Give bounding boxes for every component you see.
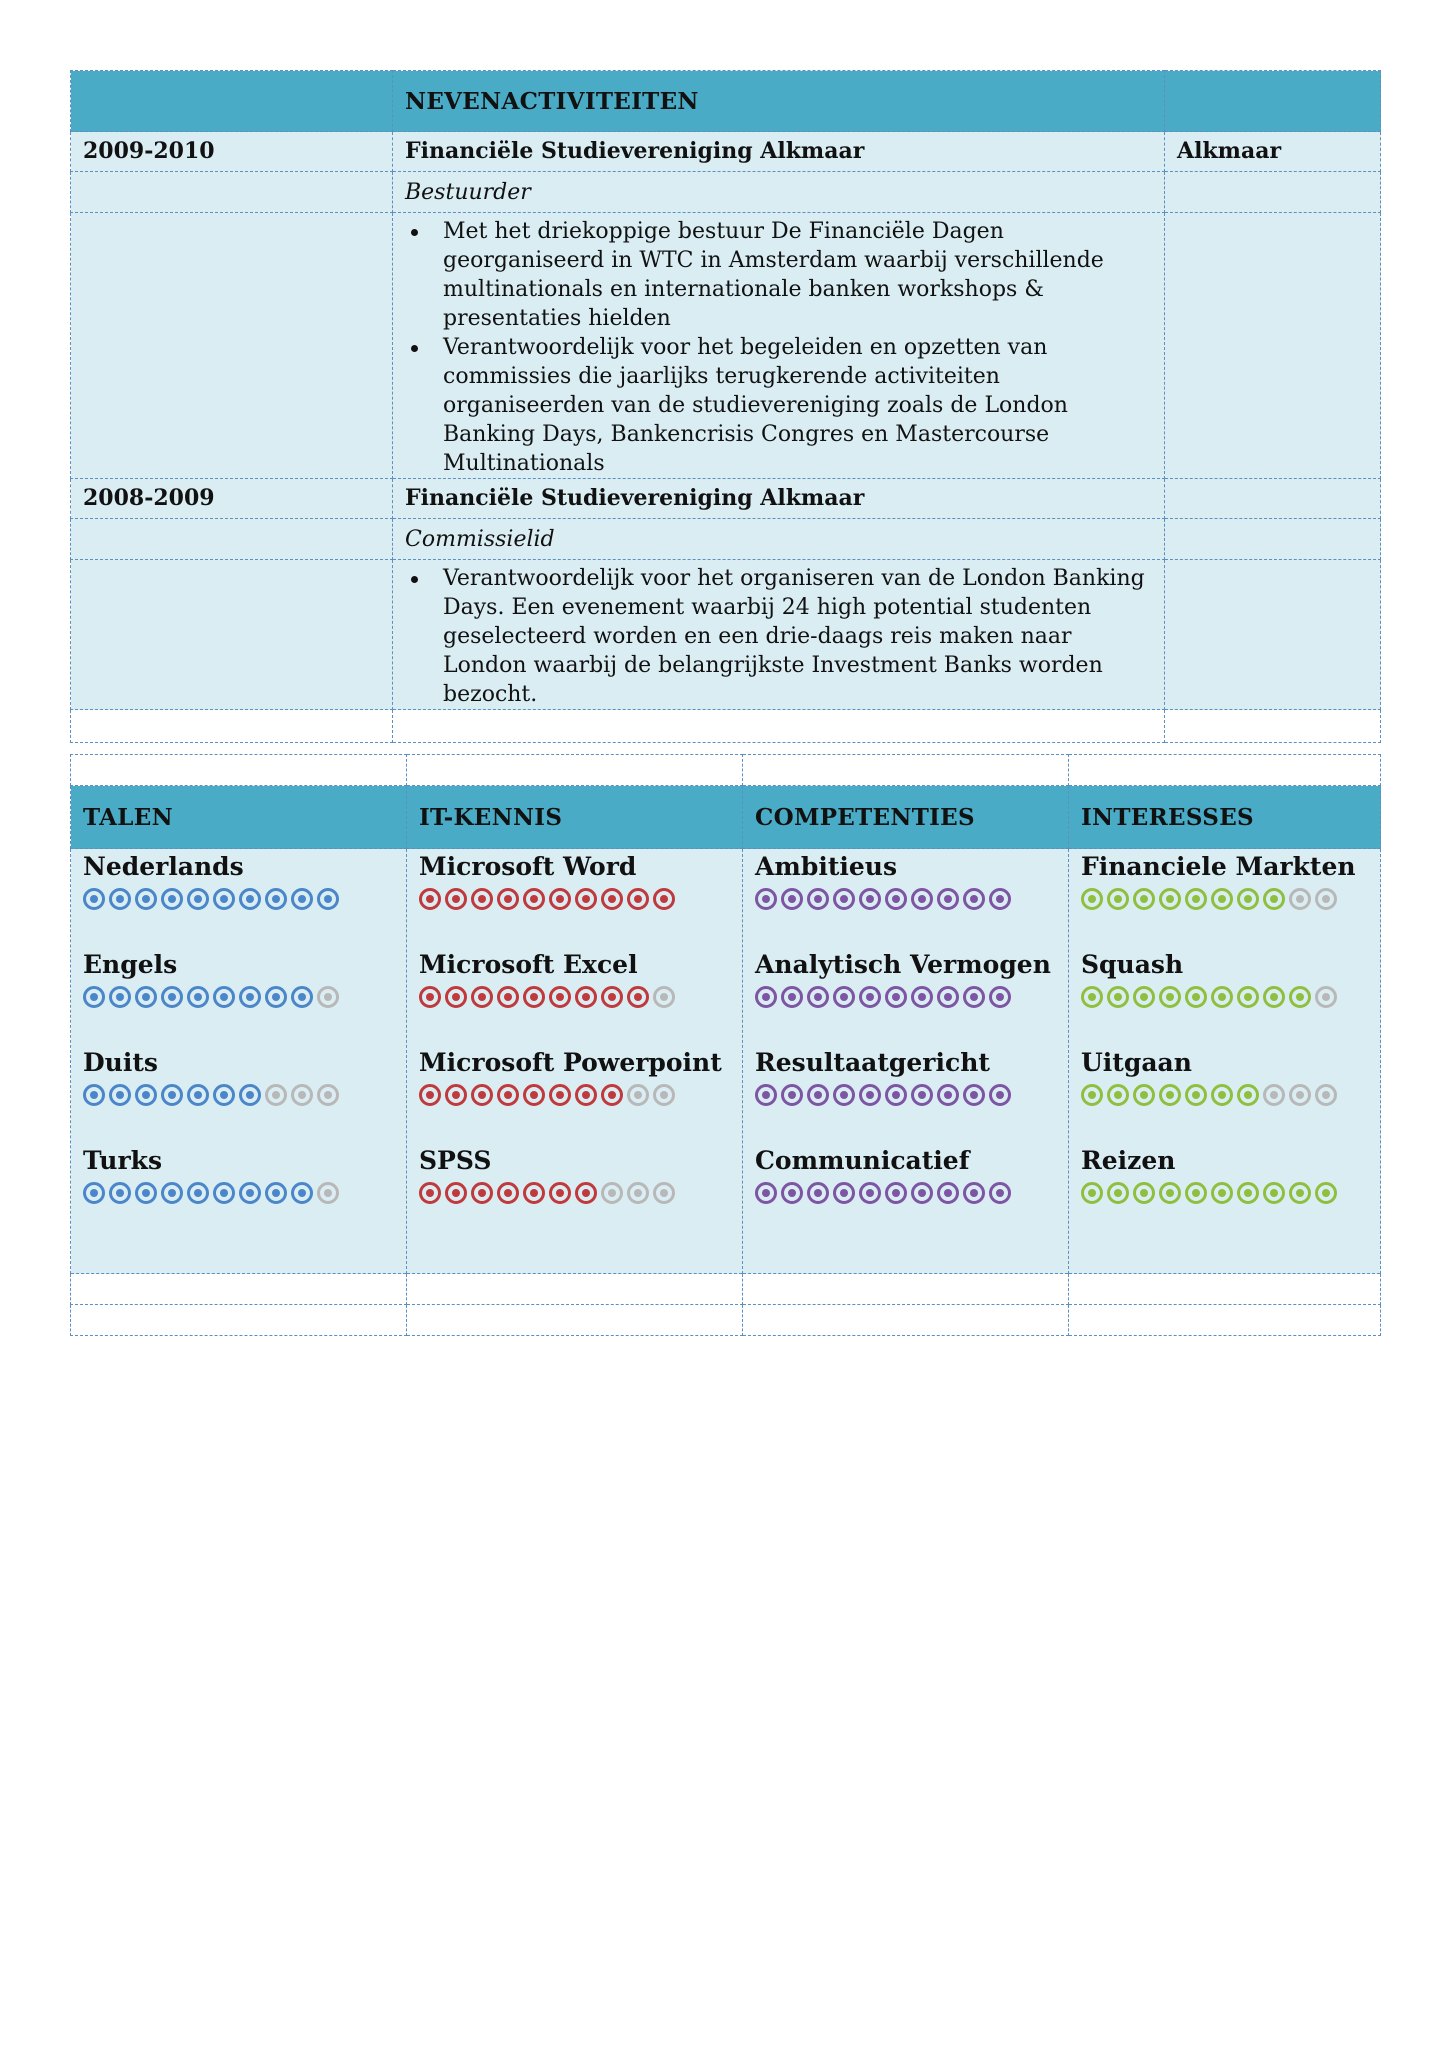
rating-dot-filled-icon: [291, 986, 313, 1008]
rating-dot-filled-icon: [523, 1182, 545, 1204]
skills-column-competenties: [743, 849, 1069, 1274]
skill-rating: [755, 1083, 1056, 1107]
rating-dot-filled-icon: [109, 888, 131, 910]
rating-dot-filled-icon: [83, 986, 105, 1008]
activity-title-row: [71, 479, 1381, 519]
skill-rating: [83, 1083, 394, 1107]
rating-dot-filled-icon: [807, 1182, 829, 1204]
skill-item: [83, 1145, 394, 1241]
rating-dot-filled-icon: [445, 1084, 467, 1106]
rating-dot-filled-icon: [1211, 1182, 1233, 1204]
activity-bullets-cell: [393, 213, 1165, 479]
skills-column-interesses: [1069, 849, 1381, 1274]
skill-rating: [1081, 1181, 1368, 1205]
rating-dot-filled-icon: [187, 888, 209, 910]
rating-dot-filled-icon: [1185, 888, 1207, 910]
activity-role-row: [71, 172, 1381, 213]
rating-dot-filled-icon: [755, 1084, 777, 1106]
rating-dot-filled-icon: [885, 1084, 907, 1106]
empty-cell: [71, 1274, 407, 1305]
rating-dot-empty-icon: [1315, 888, 1337, 910]
rating-dot-filled-icon: [83, 1182, 105, 1204]
rating-dot-filled-icon: [989, 986, 1011, 1008]
rating-dot-filled-icon: [1159, 1182, 1181, 1204]
rating-dot-filled-icon: [963, 1084, 985, 1106]
activity-role-row: [71, 519, 1381, 560]
empty-cell: [1069, 1274, 1381, 1305]
skill-name: Duits: [83, 1048, 158, 1077]
rating-dot-filled-icon: [239, 888, 261, 910]
skill-name: Communicatief: [755, 1146, 970, 1175]
empty-cell: [71, 710, 393, 743]
rating-dot-empty-icon: [1315, 1084, 1337, 1106]
rating-dot-filled-icon: [1211, 888, 1233, 910]
rating-dot-filled-icon: [419, 1084, 441, 1106]
rating-dot-filled-icon: [291, 1182, 313, 1204]
rating-dot-filled-icon: [601, 1084, 623, 1106]
rating-dot-empty-icon: [653, 1084, 675, 1106]
rating-dot-filled-icon: [1159, 1084, 1181, 1106]
rating-dot-filled-icon: [989, 888, 1011, 910]
skill-name: Engels: [83, 950, 178, 979]
rating-dot-filled-icon: [213, 1084, 235, 1106]
rating-dot-filled-icon: [549, 1182, 571, 1204]
nevenactiviteiten-table: [70, 70, 1381, 743]
rating-dot-filled-icon: [807, 986, 829, 1008]
rating-dot-filled-icon: [1237, 1182, 1259, 1204]
empty-cell: [71, 213, 393, 479]
rating-dot-empty-icon: [291, 1084, 313, 1106]
skill-item: [419, 1047, 730, 1143]
rating-dot-filled-icon: [445, 986, 467, 1008]
rating-dot-filled-icon: [1315, 1182, 1337, 1204]
rating-dot-empty-icon: [627, 1182, 649, 1204]
skills-body-row: [71, 849, 1381, 1274]
activity-period: 2009-2010: [71, 132, 393, 172]
skills-column-talen: [71, 849, 407, 1274]
rating-dot-filled-icon: [781, 986, 803, 1008]
rating-dot-filled-icon: [1263, 1182, 1285, 1204]
rating-dot-filled-icon: [781, 1182, 803, 1204]
rating-dot-filled-icon: [445, 1182, 467, 1204]
skill-item: [419, 851, 730, 947]
blank-row: [71, 710, 1381, 743]
rating-dot-filled-icon: [497, 1182, 519, 1204]
rating-dot-filled-icon: [523, 1084, 545, 1106]
rating-dot-filled-icon: [1107, 888, 1129, 910]
rating-dot-filled-icon: [885, 986, 907, 1008]
empty-cell: [71, 172, 393, 213]
rating-dot-filled-icon: [109, 986, 131, 1008]
skill-rating: [419, 1181, 730, 1205]
rating-dot-filled-icon: [781, 888, 803, 910]
skill-item: [83, 1047, 394, 1143]
empty-cell: [1165, 710, 1381, 743]
skill-rating: [83, 1181, 394, 1205]
skill-item: [419, 1145, 730, 1241]
skill-name: Financiele Markten: [1081, 852, 1356, 881]
rating-dot-filled-icon: [937, 888, 959, 910]
column-header-competenties: COMPETENTIES: [743, 786, 1069, 849]
rating-dot-filled-icon: [833, 1084, 855, 1106]
rating-dot-filled-icon: [135, 1182, 157, 1204]
rating-dot-filled-icon: [1185, 986, 1207, 1008]
rating-dot-filled-icon: [627, 986, 649, 1008]
rating-dot-filled-icon: [523, 888, 545, 910]
empty-cell: [71, 519, 393, 560]
rating-dot-empty-icon: [1289, 1084, 1311, 1106]
rating-dot-filled-icon: [213, 986, 235, 1008]
activity-bullets-cell: [393, 560, 1165, 710]
skill-rating: [83, 985, 394, 1009]
activity-place: Alkmaar: [1165, 132, 1381, 172]
rating-dot-filled-icon: [1211, 1084, 1233, 1106]
rating-dot-filled-icon: [83, 1084, 105, 1106]
rating-dot-filled-icon: [1237, 986, 1259, 1008]
rating-dot-filled-icon: [1133, 1182, 1155, 1204]
rating-dot-filled-icon: [859, 1084, 881, 1106]
rating-dot-filled-icon: [1185, 1084, 1207, 1106]
rating-dot-filled-icon: [1133, 986, 1155, 1008]
rating-dot-filled-icon: [1081, 986, 1103, 1008]
rating-dot-filled-icon: [833, 986, 855, 1008]
rating-dot-filled-icon: [627, 888, 649, 910]
rating-dot-filled-icon: [549, 888, 571, 910]
header-cell-empty: [71, 71, 393, 132]
empty-cell: [1165, 519, 1381, 560]
rating-dot-filled-icon: [1081, 888, 1103, 910]
activity-role: Bestuurder: [393, 172, 1165, 213]
skills-column-it-kennis: [407, 849, 743, 1274]
skill-rating: [1081, 887, 1368, 911]
empty-cell: [393, 710, 1165, 743]
rating-dot-empty-icon: [317, 1182, 339, 1204]
rating-dot-filled-icon: [1107, 1084, 1129, 1106]
rating-dot-filled-icon: [1263, 888, 1285, 910]
blank-row: [71, 1305, 1381, 1336]
rating-dot-filled-icon: [135, 888, 157, 910]
empty-cell: [1069, 1305, 1381, 1336]
rating-dot-filled-icon: [187, 1084, 209, 1106]
rating-dot-filled-icon: [1211, 986, 1233, 1008]
rating-dot-filled-icon: [989, 1182, 1011, 1204]
rating-dot-filled-icon: [937, 986, 959, 1008]
skill-rating: [419, 985, 730, 1009]
rating-dot-filled-icon: [1263, 986, 1285, 1008]
activity-place: [1165, 479, 1381, 519]
rating-dot-filled-icon: [419, 1182, 441, 1204]
activity-bullet-list: [405, 217, 1152, 478]
rating-dot-filled-icon: [265, 888, 287, 910]
rating-dot-filled-icon: [213, 888, 235, 910]
rating-dot-filled-icon: [549, 1084, 571, 1106]
rating-dot-filled-icon: [239, 986, 261, 1008]
rating-dot-filled-icon: [859, 888, 881, 910]
empty-cell: [1165, 172, 1381, 213]
skill-rating: [419, 887, 730, 911]
skill-item: [755, 1047, 1056, 1143]
rating-dot-empty-icon: [1263, 1084, 1285, 1106]
rating-dot-filled-icon: [989, 1084, 1011, 1106]
rating-dot-filled-icon: [1107, 1182, 1129, 1204]
rating-dot-filled-icon: [1185, 1182, 1207, 1204]
rating-dot-filled-icon: [1081, 1182, 1103, 1204]
activity-bullet: Verantwoordelijk voor het organiseren van de London Banking Days. Een evenement waarbij 24 high potential studenten geselecteerd worden en een drie-daags reis maken naar London waarbij de belangrijkste Investment Banks worden bezocht.: [405, 564, 1152, 709]
column-header-interesses: INTERESSES: [1069, 786, 1381, 849]
skill-name: Reizen: [1081, 1146, 1176, 1175]
rating-dot-filled-icon: [1107, 986, 1129, 1008]
activity-bullets-row: [71, 213, 1381, 479]
blank-row: [71, 755, 1381, 786]
rating-dot-filled-icon: [471, 888, 493, 910]
empty-cell: [1165, 213, 1381, 479]
rating-dot-filled-icon: [575, 986, 597, 1008]
activity-role: Commissielid: [393, 519, 1165, 560]
skill-rating: [1081, 985, 1368, 1009]
rating-dot-filled-icon: [135, 986, 157, 1008]
rating-dot-filled-icon: [317, 888, 339, 910]
rating-dot-filled-icon: [471, 1084, 493, 1106]
skill-item: [419, 949, 730, 1045]
rating-dot-empty-icon: [1315, 986, 1337, 1008]
skill-item: [755, 1145, 1056, 1241]
rating-dot-filled-icon: [497, 986, 519, 1008]
rating-dot-filled-icon: [419, 986, 441, 1008]
activity-bullet: Met het driekoppige bestuur De Financiële Dagen georganiseerd in WTC in Amsterdam waarbij verschillende multinationals en internationale banken workshops & presentaties hielden: [405, 217, 1152, 333]
skill-item: [755, 949, 1056, 1045]
rating-dot-filled-icon: [265, 1182, 287, 1204]
rating-dot-filled-icon: [213, 1182, 235, 1204]
rating-dot-empty-icon: [653, 1182, 675, 1204]
rating-dot-filled-icon: [109, 1084, 131, 1106]
rating-dot-filled-icon: [1133, 888, 1155, 910]
skill-name: Turks: [83, 1146, 163, 1175]
rating-dot-filled-icon: [1289, 986, 1311, 1008]
empty-cell: [743, 1274, 1069, 1305]
rating-dot-filled-icon: [807, 1084, 829, 1106]
rating-dot-filled-icon: [135, 1084, 157, 1106]
skill-rating: [755, 985, 1056, 1009]
rating-dot-filled-icon: [83, 888, 105, 910]
activity-title-row: [71, 132, 1381, 172]
rating-dot-filled-icon: [239, 1182, 261, 1204]
empty-cell: [71, 755, 407, 786]
rating-dot-filled-icon: [1237, 888, 1259, 910]
rating-dot-filled-icon: [187, 1182, 209, 1204]
rating-dot-filled-icon: [161, 1182, 183, 1204]
empty-cell: [407, 1305, 743, 1336]
rating-dot-filled-icon: [937, 1084, 959, 1106]
skill-item: [83, 851, 394, 947]
skill-rating: [755, 1181, 1056, 1205]
rating-dot-filled-icon: [575, 1182, 597, 1204]
activity-period: 2008-2009: [71, 479, 393, 519]
activity-bullets-row: [71, 560, 1381, 710]
rating-dot-filled-icon: [575, 1084, 597, 1106]
rating-dot-filled-icon: [161, 1084, 183, 1106]
rating-dot-filled-icon: [265, 986, 287, 1008]
rating-dot-filled-icon: [575, 888, 597, 910]
rating-dot-filled-icon: [601, 888, 623, 910]
rating-dot-filled-icon: [807, 888, 829, 910]
skill-rating: [419, 1083, 730, 1107]
skill-rating: [755, 887, 1056, 911]
skill-item: [1081, 1145, 1368, 1241]
rating-dot-filled-icon: [885, 1182, 907, 1204]
rating-dot-filled-icon: [161, 888, 183, 910]
rating-dot-filled-icon: [755, 888, 777, 910]
rating-dot-filled-icon: [653, 888, 675, 910]
rating-dot-filled-icon: [161, 986, 183, 1008]
activity-bullet: Verantwoordelijk voor het begeleiden en opzetten van commissies die jaarlijks terugkerende activiteiten organiseerden van de studievereniging zoals de London Banking Days, Bankencrisis Congres en Mastercourse Multinationals: [405, 333, 1152, 478]
rating-dot-filled-icon: [911, 1182, 933, 1204]
section-header-row: [71, 71, 1381, 132]
rating-dot-filled-icon: [419, 888, 441, 910]
header-cell-empty: [1165, 71, 1381, 132]
rating-dot-filled-icon: [187, 986, 209, 1008]
rating-dot-filled-icon: [833, 1182, 855, 1204]
empty-cell: [743, 755, 1069, 786]
skill-name: Nederlands: [83, 852, 244, 881]
rating-dot-empty-icon: [317, 1084, 339, 1106]
rating-dot-filled-icon: [937, 1182, 959, 1204]
empty-cell: [1069, 755, 1381, 786]
rating-dot-filled-icon: [963, 1182, 985, 1204]
rating-dot-filled-icon: [471, 1182, 493, 1204]
skill-name: Analytisch Vermogen: [755, 950, 1051, 979]
rating-dot-filled-icon: [1081, 1084, 1103, 1106]
rating-dot-filled-icon: [755, 1182, 777, 1204]
rating-dot-empty-icon: [317, 986, 339, 1008]
activity-bullet-list: [405, 564, 1152, 709]
rating-dot-filled-icon: [963, 888, 985, 910]
skill-item: [1081, 1047, 1368, 1143]
rating-dot-filled-icon: [471, 986, 493, 1008]
rating-dot-filled-icon: [885, 888, 907, 910]
rating-dot-filled-icon: [859, 986, 881, 1008]
skill-name: Microsoft Powerpoint: [419, 1048, 722, 1077]
rating-dot-filled-icon: [601, 986, 623, 1008]
rating-dot-empty-icon: [265, 1084, 287, 1106]
rating-dot-empty-icon: [601, 1182, 623, 1204]
rating-dot-filled-icon: [911, 1084, 933, 1106]
skill-rating: [1081, 1083, 1368, 1107]
rating-dot-filled-icon: [963, 986, 985, 1008]
empty-cell: [743, 1305, 1069, 1336]
skill-item: [755, 851, 1056, 947]
skill-item: [83, 949, 394, 1045]
empty-cell: [407, 1274, 743, 1305]
skill-item: [1081, 949, 1368, 1045]
rating-dot-filled-icon: [755, 986, 777, 1008]
rating-dot-filled-icon: [911, 888, 933, 910]
rating-dot-filled-icon: [523, 986, 545, 1008]
blank-row: [71, 1274, 1381, 1305]
rating-dot-empty-icon: [627, 1084, 649, 1106]
rating-dot-filled-icon: [781, 1084, 803, 1106]
empty-cell: [1165, 560, 1381, 710]
rating-dot-filled-icon: [1289, 1182, 1311, 1204]
rating-dot-filled-icon: [549, 986, 571, 1008]
column-header-it-kennis: IT-KENNIS: [407, 786, 743, 849]
section-title: NEVENACTIVITEITEN: [393, 71, 1165, 132]
rating-dot-filled-icon: [291, 888, 313, 910]
skills-header-row: [71, 786, 1381, 849]
activity-organization: Financiële Studievereniging Alkmaar: [393, 132, 1165, 172]
column-header-talen: TALEN: [71, 786, 407, 849]
rating-dot-filled-icon: [1159, 888, 1181, 910]
empty-cell: [71, 560, 393, 710]
empty-cell: [71, 1305, 407, 1336]
rating-dot-filled-icon: [445, 888, 467, 910]
rating-dot-filled-icon: [239, 1084, 261, 1106]
skill-name: Uitgaan: [1081, 1048, 1192, 1077]
rating-dot-filled-icon: [497, 888, 519, 910]
rating-dot-filled-icon: [497, 1084, 519, 1106]
rating-dot-empty-icon: [653, 986, 675, 1008]
rating-dot-filled-icon: [911, 986, 933, 1008]
rating-dot-filled-icon: [1159, 986, 1181, 1008]
rating-dot-filled-icon: [833, 888, 855, 910]
skill-name: Ambitieus: [755, 852, 898, 881]
skill-name: Squash: [1081, 950, 1184, 979]
skills-table: [70, 754, 1381, 1336]
rating-dot-empty-icon: [1289, 888, 1311, 910]
skill-rating: [83, 887, 394, 911]
rating-dot-filled-icon: [109, 1182, 131, 1204]
activity-organization: Financiële Studievereniging Alkmaar: [393, 479, 1165, 519]
skill-name: SPSS: [419, 1146, 492, 1175]
rating-dot-filled-icon: [1237, 1084, 1259, 1106]
skill-name: Microsoft Excel: [419, 950, 638, 979]
skill-name: Microsoft Word: [419, 852, 637, 881]
rating-dot-filled-icon: [859, 1182, 881, 1204]
skill-name: Resultaatgericht: [755, 1048, 990, 1077]
skill-item: [1081, 851, 1368, 947]
rating-dot-filled-icon: [1133, 1084, 1155, 1106]
empty-cell: [407, 755, 743, 786]
